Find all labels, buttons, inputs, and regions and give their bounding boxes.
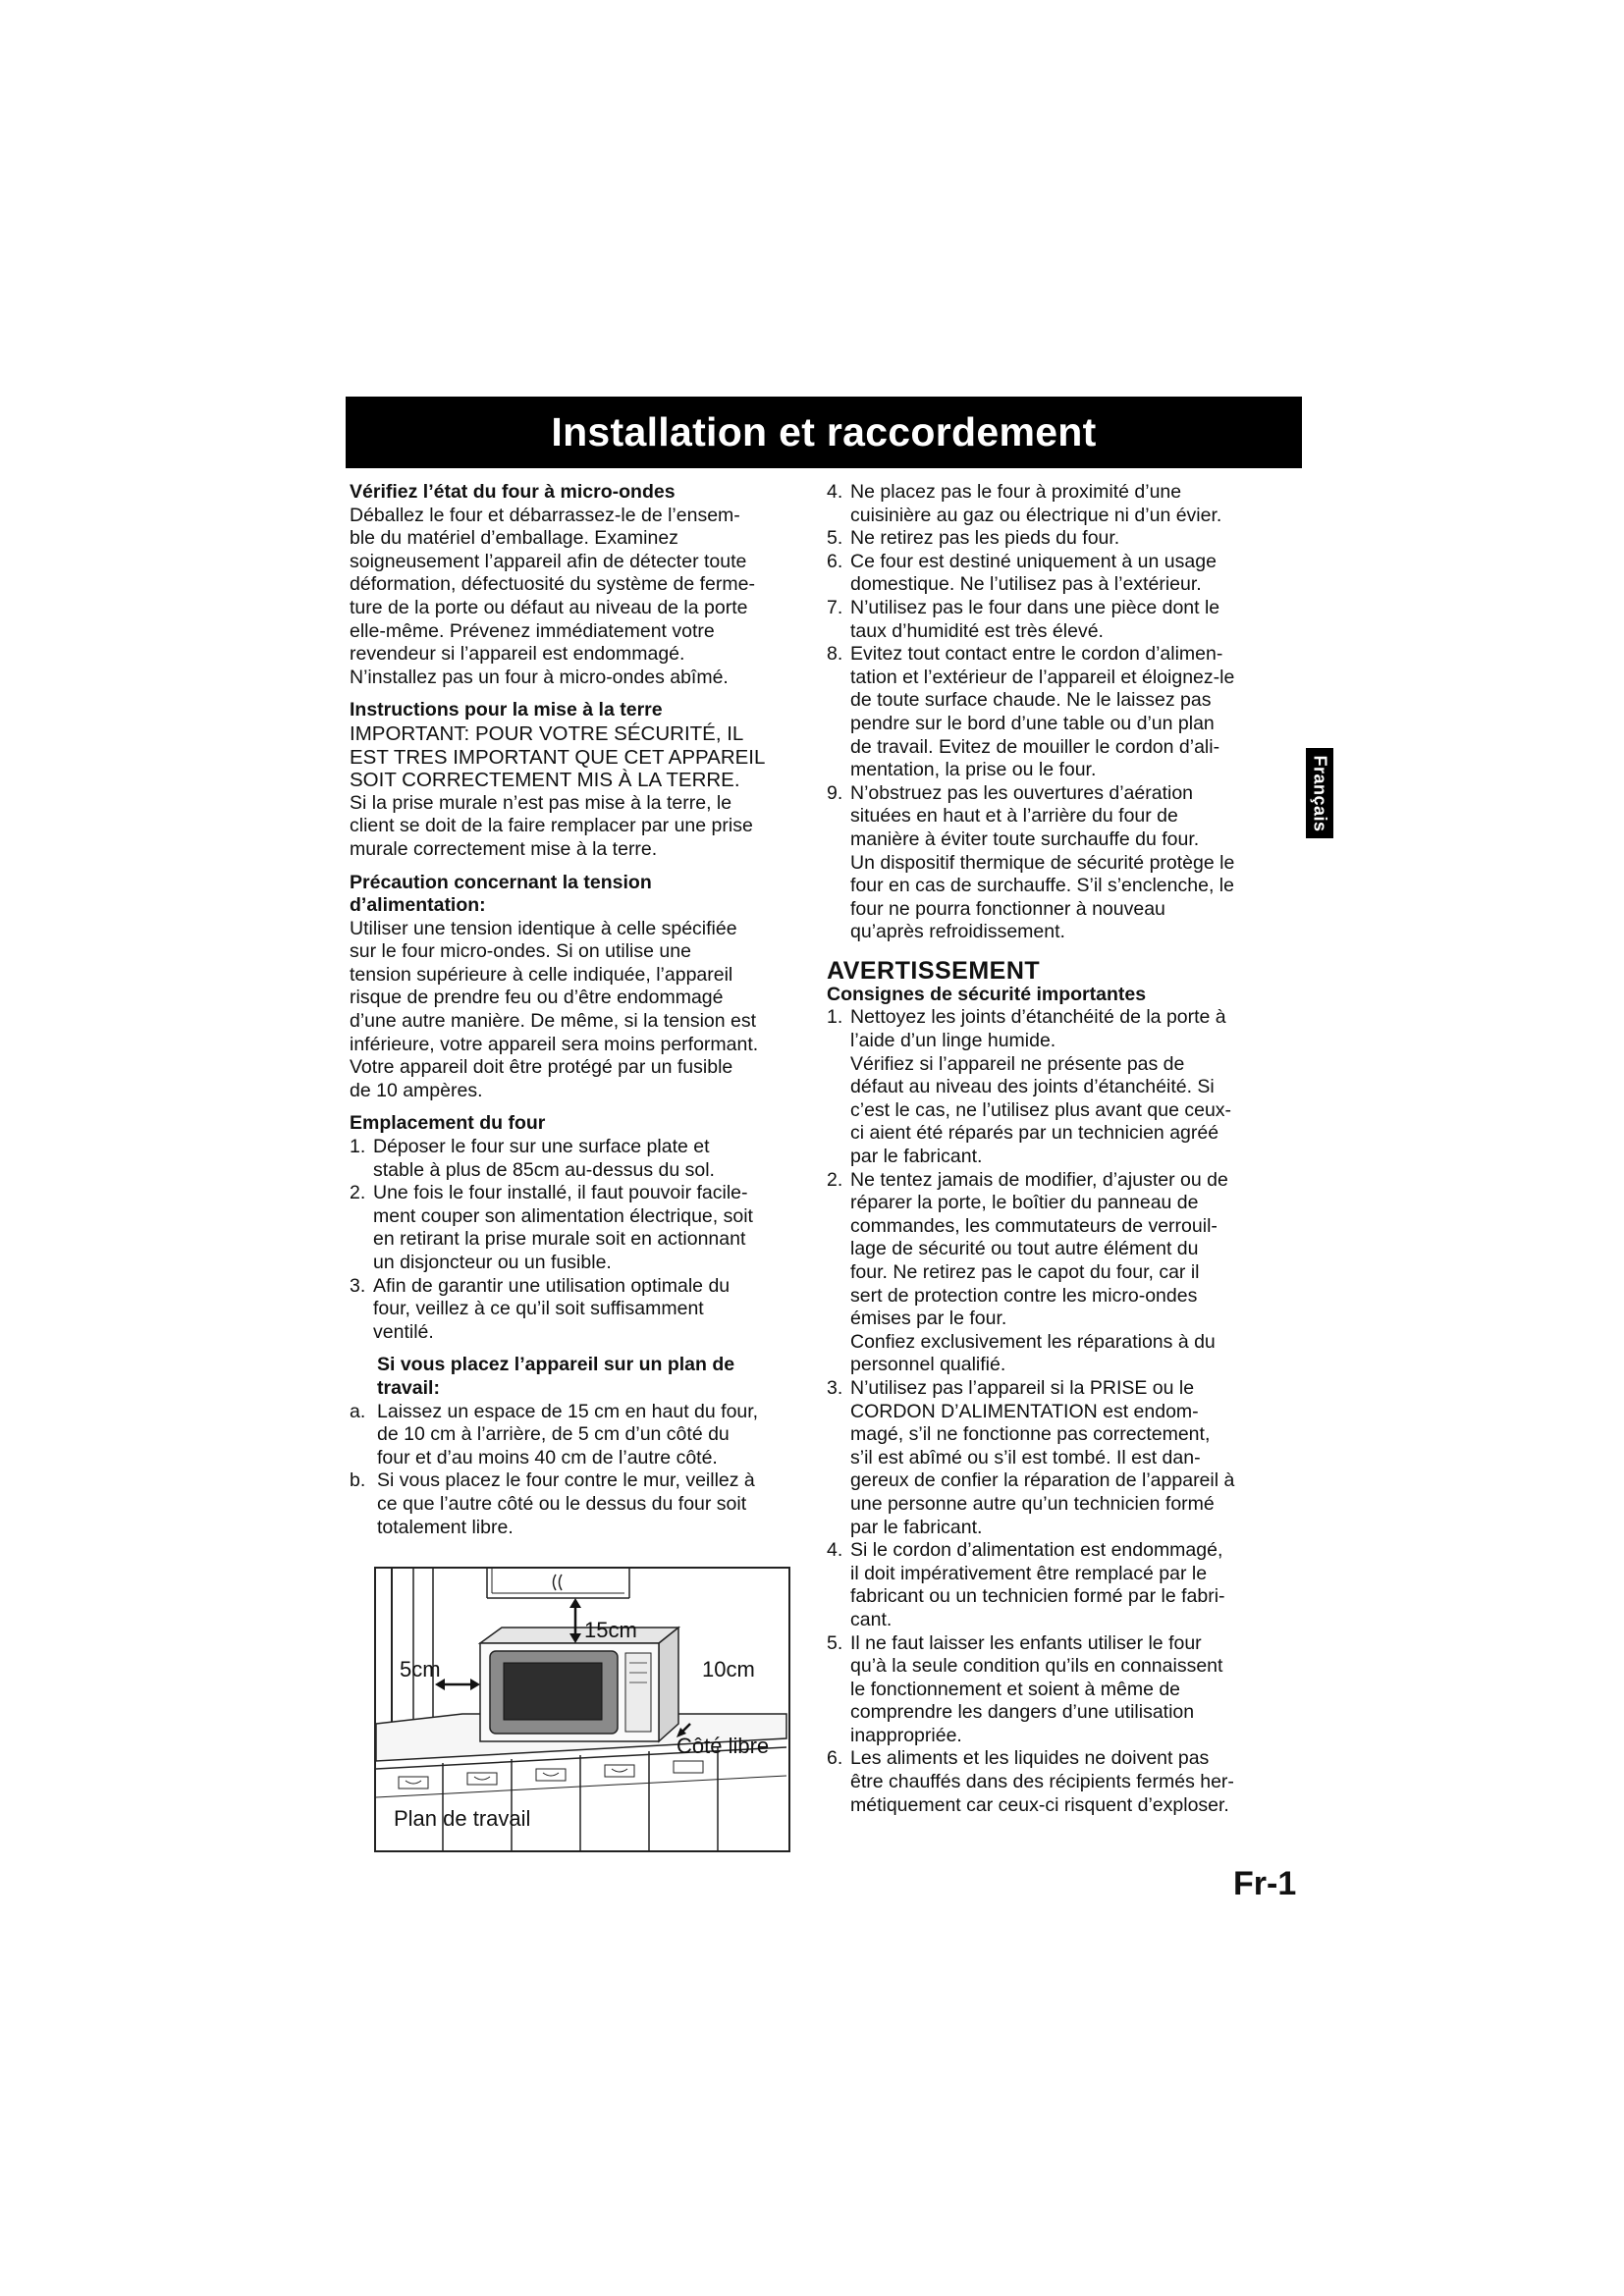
label-side-clearance: 5cm (400, 1657, 441, 1682)
item-line: Un dispositif thermique de sécurité protège le (850, 851, 1235, 874)
label-top-clearance: 15cm (584, 1618, 637, 1642)
item-line: Afin de garantir une utilisation optimale du (373, 1274, 731, 1297)
item-line: le fonctionnement et soient à même de (850, 1678, 1181, 1700)
body-line: inférieure, votre appareil sera moins performant. (350, 1033, 759, 1055)
item-number: 6. (827, 550, 843, 572)
list-item (827, 1539, 1296, 1631)
item-line: Ne tentez jamais de modifier, d’ajuster ou de (850, 1168, 1228, 1191)
section-grounding (350, 699, 807, 861)
sub-heading: travail: (377, 1376, 440, 1399)
section-voltage (350, 872, 807, 1103)
item-line: Ne retirez pas les pieds du four. (850, 527, 1120, 550)
item-line: ventilé. (373, 1320, 434, 1343)
warning-title: AVERTISSEMENT (827, 956, 1041, 985)
list-item (827, 481, 1296, 527)
body-line: client se doit de la faire remplacer par une prise (350, 815, 753, 837)
item-line: mentation, la prise ou le four. (850, 759, 1097, 781)
list-item (827, 1747, 1296, 1817)
warning-subtitle: Consignes de sécurité importantes (827, 983, 1147, 1005)
item-line: une personne autre qu’un technicien formé (850, 1492, 1215, 1515)
item-line: Si le cordon d’alimentation est endommagé, (850, 1539, 1223, 1562)
list-item (827, 527, 1296, 551)
body-line: Déballez le four et débarrassez-le de l’ensem- (350, 504, 740, 526)
item-letter: b. (350, 1469, 366, 1492)
section-location (350, 1112, 807, 1539)
item-line: en retirant la prise murale soit en actionnant (373, 1228, 746, 1251)
item-line: lage de sécurité ou tout autre élément du (850, 1238, 1199, 1260)
list-item (350, 1469, 807, 1539)
language-tab-label: Français (1310, 754, 1330, 832)
left-column (350, 481, 807, 1549)
body-line: elle-même. Prévenez immédiatement votre (350, 619, 715, 642)
label-back-clearance: 10cm (702, 1657, 755, 1682)
item-letter: a. (350, 1400, 366, 1422)
body-line: Si la prise murale n’est pas mise à la terre, le (350, 791, 732, 814)
item-line: Nettoyez les joints d’étanchéité de la porte à (850, 1006, 1226, 1029)
list-item (827, 782, 1296, 944)
item-number: 3. (350, 1274, 366, 1297)
item-line: totalement libre. (377, 1516, 514, 1538)
item-line: par le fabricant. (850, 1516, 983, 1538)
item-line: magé, s’il ne fonctionne pas correctement, (850, 1423, 1211, 1446)
item-number: 5. (827, 527, 843, 550)
item-line: stable à plus de 85cm au-dessus du sol. (373, 1158, 715, 1181)
body-line: d’une autre manière. De même, si la tension est (350, 1010, 757, 1033)
caps-line: IMPORTANT: POUR VOTRE SÉCURITÉ, IL (350, 721, 744, 745)
item-line: s’il est abîmé ou s’il est tombé. Il est dan- (850, 1446, 1201, 1468)
body-line: tension supérieure à celle indiquée, l’appareil (350, 963, 733, 986)
item-number: 4. (827, 1539, 843, 1562)
item-line: Evitez tout contact entre le cordon d’alimen- (850, 643, 1223, 666)
item-line: il doit impérativement être remplacé par le (850, 1562, 1208, 1584)
item-number: 3. (827, 1376, 843, 1399)
section-heading: Précaution concernant la tension (350, 871, 652, 893)
item-number: 8. (827, 643, 843, 666)
page-number: Fr-1 (1233, 1865, 1297, 1902)
item-number: 9. (827, 781, 843, 804)
item-line: four et d’au moins 40 cm de l’autre côté. (377, 1446, 718, 1468)
item-number: 1. (350, 1136, 366, 1158)
item-line: Les aliments et les liquides ne doivent pas (850, 1747, 1210, 1770)
item-line: qu’après refroidissement. (850, 921, 1065, 943)
item-line: manière à éviter toute surchauffe du four. (850, 828, 1200, 850)
item-line: ment couper son alimentation électrique, soit (373, 1204, 753, 1227)
item-line: par le fabricant. (850, 1146, 983, 1168)
item-line: four. Ne retirez pas le capot du four, car il (850, 1261, 1200, 1283)
list-item (350, 1401, 807, 1470)
list-item (827, 597, 1296, 643)
item-line: domestique. Ne l’utilisez pas à l’extérieur. (850, 573, 1202, 596)
list-item (827, 551, 1296, 597)
item-line: Ne placez pas le four à proximité d’une (850, 481, 1182, 503)
item-line: four ne pourra fonctionner à nouveau (850, 897, 1165, 920)
label-worktop: Plan de travail (394, 1806, 531, 1831)
item-line: Ce four est destiné uniquement à un usage (850, 550, 1217, 572)
item-line: gereux de confier la réparation de l’appareil à (850, 1469, 1235, 1492)
item-number: 5. (827, 1631, 843, 1654)
sub-heading: Si vous placez l’appareil sur un plan de (377, 1354, 735, 1376)
item-number: 1. (827, 1006, 843, 1029)
list-item (827, 643, 1296, 782)
body-line: déformation, défectuosité du système de ferme- (350, 573, 755, 596)
body-line: ture de la porte ou défaut au niveau de la porte (350, 596, 748, 618)
list-item (350, 1275, 807, 1345)
item-line: Confiez exclusivement les réparations à du (850, 1330, 1216, 1353)
item-line: défaut au niveau des joints d’étanchéité. Si (850, 1076, 1215, 1098)
item-line: de travail. Evitez de mouiller le cordon d’ali- (850, 735, 1220, 758)
item-line: cuisinière au gaz ou électrique ni d’un évier. (850, 504, 1222, 526)
installation-diagram (374, 1567, 790, 1852)
section-heading: Vérifiez l’état du four à micro-ondes (350, 481, 676, 503)
item-line: Il ne faut laisser les enfants utiliser le four (850, 1631, 1202, 1654)
body-line: de 10 ampères. (350, 1079, 483, 1101)
item-line: Si vous placez le four contre le mur, veillez à (377, 1469, 755, 1492)
item-line: inappropriée. (850, 1724, 962, 1746)
section-heading: d’alimentation: (350, 894, 486, 917)
item-line: métiquement car ceux-ci risquent d’exploser. (850, 1793, 1229, 1816)
body-line: sur le four micro-ondes. Si on utilise une (350, 940, 691, 963)
item-line: c’est le cas, ne l’utilisez plus avant que ceux- (850, 1098, 1232, 1121)
body-line: risque de prendre feu ou d’être endommagé (350, 987, 724, 1009)
item-line: Vérifiez si l’appareil ne présente pas de (850, 1052, 1185, 1075)
body-line: N’installez pas un four à micro-ondes abîmé. (350, 666, 729, 688)
item-line: four, veillez à ce qu’il soit suffisamment (373, 1298, 704, 1320)
item-number: 4. (827, 481, 843, 503)
body-line: revendeur si l’appareil est endommagé. (350, 643, 685, 666)
item-line: ce que l’autre côté ou le dessus du four soit (377, 1492, 747, 1515)
body-line: murale correctement mise à la terre. (350, 837, 658, 860)
list-item (827, 1377, 1296, 1539)
right-column (827, 481, 1296, 1817)
item-line: être chauffés dans des récipients fermés her- (850, 1771, 1234, 1793)
list-item (350, 1136, 807, 1182)
item-line: comprendre les dangers d’une utilisation (850, 1701, 1195, 1724)
item-number: 2. (350, 1182, 366, 1204)
label-free-side: Côté libre (677, 1734, 770, 1758)
item-line: sert de protection contre les micro-ondes (850, 1284, 1198, 1307)
item-line: de toute surface chaude. Ne le laissez pas (850, 689, 1212, 712)
list-item (827, 1169, 1296, 1377)
item-line: réparer la porte, le boîtier du panneau de (850, 1192, 1199, 1214)
caps-line: SOIT CORRECTEMENT MIS À LA TERRE. (350, 769, 740, 792)
item-line: Déposer le four sur une surface plate et (373, 1136, 710, 1158)
item-line: personnel qualifié. (850, 1354, 1006, 1376)
item-line: four en cas de surchauffe. S’il s’enclenche, le (850, 875, 1234, 897)
list-item (827, 1006, 1296, 1168)
section-heading: Emplacement du four (350, 1112, 546, 1135)
item-line: Laissez un espace de 15 cm en haut du four, (377, 1400, 759, 1422)
item-line: un disjoncteur ou un fusible. (373, 1252, 612, 1273)
section-heading: Instructions pour la mise à la terre (350, 699, 663, 721)
item-line: Une fois le four installé, il faut pouvoir facile- (373, 1182, 748, 1204)
item-number: 7. (827, 596, 843, 618)
section-check-oven (350, 481, 807, 689)
item-line: situées en haut et à l’arrière du four de (850, 805, 1178, 828)
item-line: N’obstruez pas les ouvertures d’aération (850, 781, 1194, 804)
body-line: Votre appareil doit être protégé par un fusible (350, 1056, 733, 1079)
item-number: 6. (827, 1747, 843, 1770)
item-line: émises par le four. (850, 1308, 1007, 1330)
item-line: l’aide d’un linge humide. (850, 1030, 1056, 1052)
item-line: commandes, les commutateurs de verrouil- (850, 1214, 1218, 1237)
item-line: tation et l’extérieur de l’appareil et éloignez-le (850, 666, 1235, 688)
item-line: ci aient été réparés par un technicien agréé (850, 1122, 1219, 1145)
body-line: Utiliser une tension identique à celle spécifiée (350, 917, 737, 939)
body-line: ble du matériel d’emballage. Examinez (350, 527, 678, 550)
item-line: N’utilisez pas le four dans une pièce dont le (850, 596, 1220, 618)
list-item (827, 1632, 1296, 1748)
item-line: qu’à la seule condition qu’ils en connaissent (850, 1655, 1223, 1678)
item-line: cant. (850, 1608, 893, 1630)
caps-line: EST TRES IMPORTANT QUE CET APPAREIL (350, 745, 766, 769)
item-number: 2. (827, 1168, 843, 1191)
item-line: fabricant ou un technicien formé par le fabri- (850, 1585, 1225, 1608)
item-line: N’utilisez pas l’appareil si la PRISE ou le (850, 1376, 1195, 1399)
body-line: soigneusement l’appareil afin de détecter toute (350, 550, 747, 572)
list-item (350, 1182, 807, 1274)
item-line: CORDON D’ALIMENTATION est endom- (850, 1400, 1199, 1422)
item-line: de 10 cm à l’arrière, de 5 cm d’un côté du (377, 1423, 730, 1446)
page-title: Installation et raccordement (346, 397, 1302, 468)
item-line: taux d’humidité est très élevé. (850, 619, 1104, 642)
item-line: pendre sur le bord d’une table ou d’un plan (850, 712, 1215, 734)
language-tab (1306, 748, 1333, 838)
